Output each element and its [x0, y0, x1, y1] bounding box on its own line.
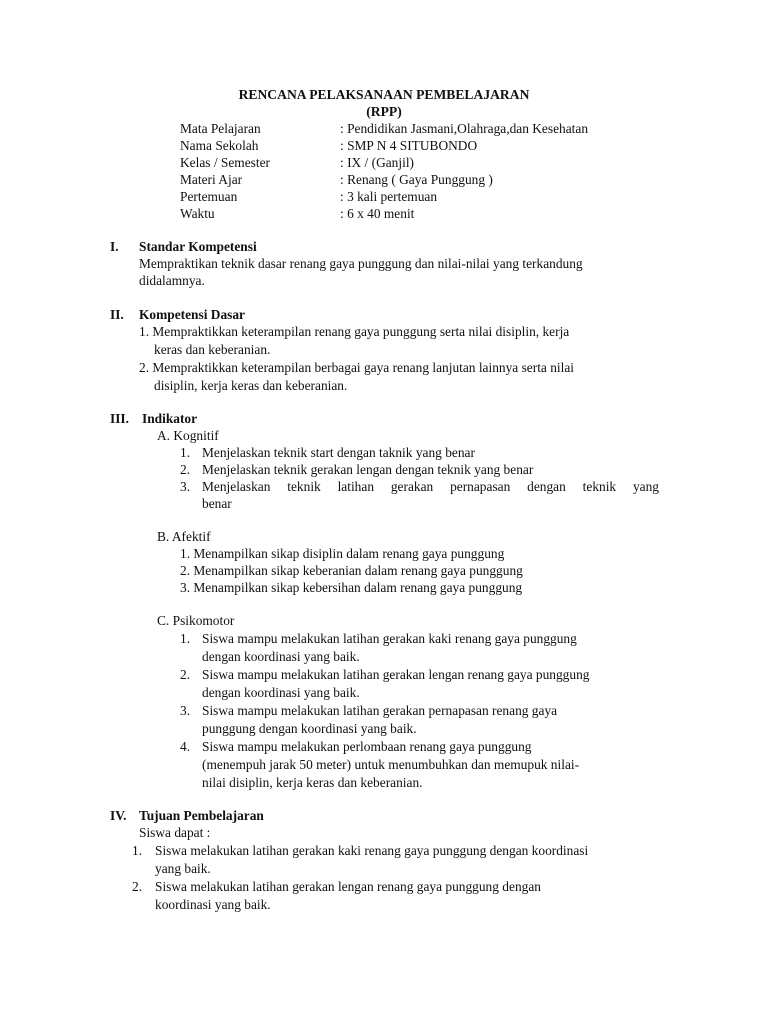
info-value: : 3 kali pertemuan — [340, 189, 438, 204]
list-number: 2. — [132, 879, 143, 894]
section-heading: Kompetensi Dasar — [139, 307, 246, 322]
list-item-continuation: nilai disiplin, kerja keras dan keberanian. — [202, 775, 423, 790]
list-number: 3. — [180, 703, 191, 718]
list-item: Siswa melakukan latihan gerakan kaki renang gaya punggung dengan koordinasi — [155, 843, 589, 858]
list-item: Siswa mampu melakukan latihan gerakan pernapasan renang gaya — [202, 703, 558, 718]
info-value: : 6 x 40 menit — [340, 206, 415, 221]
paragraph-line: Mempraktikan teknik dasar renang gaya punggung dan nilai-nilai yang terkandung — [139, 256, 583, 271]
section-number: I. — [110, 239, 119, 254]
info-value: : Renang ( Gaya Punggung ) — [340, 172, 493, 187]
info-label: Pertemuan — [180, 189, 238, 204]
info-label: Waktu — [180, 206, 215, 221]
paragraph-line: didalamnya. — [139, 273, 205, 288]
list-item-continuation: (menempuh jarak 50 meter) untuk menumbuhkan dan memupuk nilai- — [202, 757, 580, 772]
list-item-continuation: keras dan keberanian. — [154, 342, 271, 357]
list-item: Siswa mampu melakukan latihan gerakan lengan renang gaya punggung — [202, 667, 590, 682]
list-item-continuation: disiplin, kerja keras dan keberanian. — [154, 378, 348, 393]
subsection-afektif: B. Afektif — [157, 529, 211, 544]
list-item-continuation: benar — [202, 496, 232, 511]
list-item: 3. Menampilkan sikap kebersihan dalam renang gaya punggung — [180, 580, 523, 595]
list-item: 1. Menampilkan sikap disiplin dalam renang gaya punggung — [180, 546, 505, 561]
info-value: : Pendidikan Jasmani,Olahraga,dan Kesehatan — [340, 121, 589, 136]
section-heading: Indikator — [142, 411, 198, 426]
list-item: Siswa melakukan latihan gerakan lengan renang gaya punggung dengan — [155, 879, 541, 894]
section-number: III. — [110, 411, 129, 426]
document-subtitle: (RPP) — [366, 104, 402, 119]
list-number: 3. — [180, 479, 191, 494]
info-label: Materi Ajar — [180, 172, 243, 187]
list-item-continuation: koordinasi yang baik. — [155, 897, 271, 912]
list-item: Siswa mampu melakukan perlombaan renang gaya punggung — [202, 739, 532, 754]
paragraph-line: Siswa dapat : — [139, 825, 211, 840]
info-label: Mata Pelajaran — [180, 121, 261, 136]
section-number: IV. — [110, 808, 127, 823]
list-item: Menjelaskan teknik gerakan lengan dengan teknik yang benar — [202, 462, 534, 477]
document-title: RENCANA PELAKSANAAN PEMBELAJARAN — [238, 87, 530, 102]
list-number: 2. — [180, 667, 191, 682]
list-item-continuation: dengan koordinasi yang baik. — [202, 649, 360, 664]
list-item: 1. Mempraktikkan keterampilan renang gaya punggung serta nilai disiplin, kerja — [139, 324, 570, 339]
section-heading: Tujuan Pembelajaran — [139, 808, 264, 823]
section-heading: Standar Kompetensi — [139, 239, 257, 254]
list-item: Menjelaskan teknik start dengan taknik yang benar — [202, 445, 475, 460]
info-value: : IX / (Ganjil) — [340, 155, 415, 170]
list-item-continuation: dengan koordinasi yang baik. — [202, 685, 360, 700]
subsection-psikomotor: C. Psikomotor — [157, 613, 235, 628]
list-number: 4. — [180, 739, 191, 754]
list-number: 1. — [180, 445, 191, 460]
list-number: 1. — [132, 843, 143, 858]
info-label: Kelas / Semester — [180, 155, 270, 170]
list-number: 2. — [180, 462, 191, 477]
list-item: 2. Menampilkan sikap keberanian dalam renang gaya punggung — [180, 563, 523, 578]
list-item: 2. Mempraktikkan keterampilan berbagai gaya renang lanjutan lainnya serta nilai — [139, 360, 575, 375]
list-item: Siswa mampu melakukan latihan gerakan kaki renang gaya punggung — [202, 631, 577, 646]
info-label: Nama Sekolah — [180, 138, 259, 153]
list-item-continuation: punggung dengan koordinasi yang baik. — [202, 721, 417, 736]
subsection-kognitif: A. Kognitif — [157, 428, 219, 443]
list-number: 1. — [180, 631, 191, 646]
list-item: Menjelaskan teknik latihan gerakan pernapasan dengan teknik yang — [202, 479, 659, 494]
list-item-continuation: yang baik. — [155, 861, 211, 876]
info-value: : SMP N 4 SITUBONDO — [340, 138, 478, 153]
section-number: II. — [110, 307, 124, 322]
